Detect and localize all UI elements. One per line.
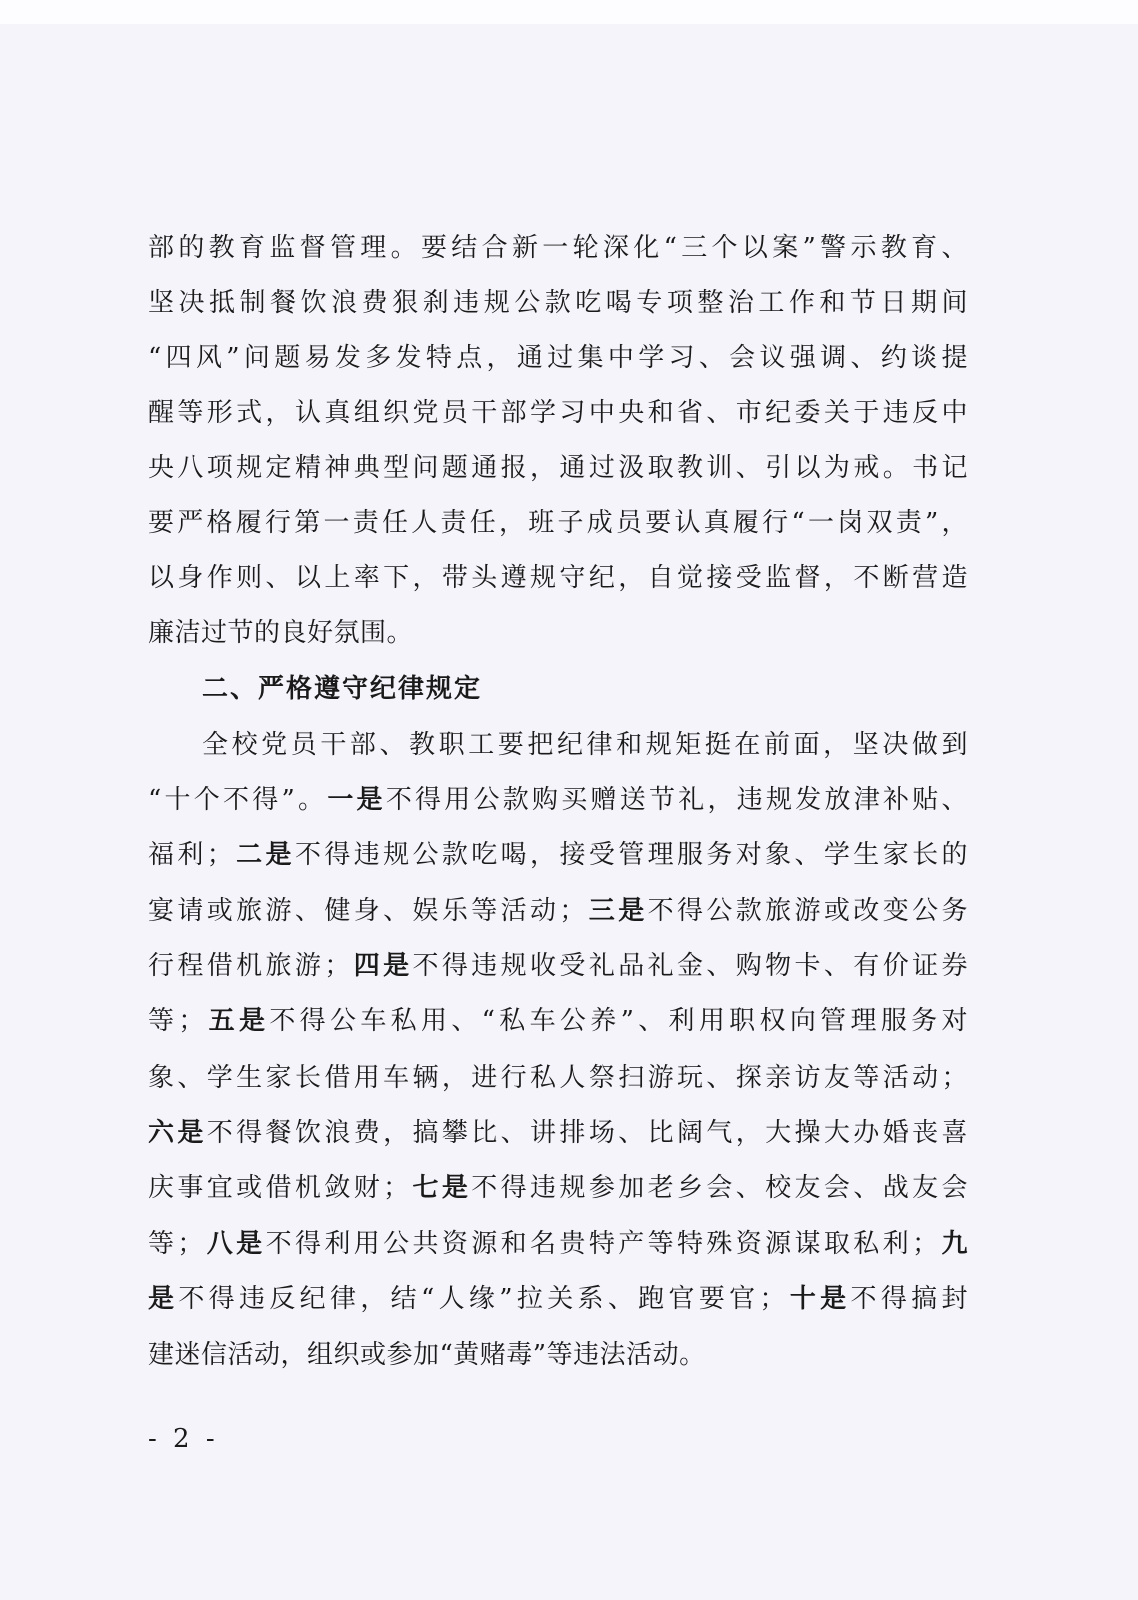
item-ordinal: 二是 bbox=[233, 840, 295, 870]
text-segment: 等； bbox=[148, 1006, 205, 1036]
text-line bbox=[148, 1171, 968, 1205]
text-line bbox=[202, 728, 968, 762]
text-line bbox=[148, 341, 968, 375]
text-segment: 象、学生家长借用车辆，进行私人祭扫游玩、探亲访友等活动； bbox=[148, 1063, 968, 1093]
text-segment: 宴请或旅游、健身、娱乐等活动； bbox=[148, 896, 586, 926]
text-segment: 建迷信活动，组织或参加“黄赌毒”等违法活动。 bbox=[148, 1340, 706, 1370]
text-segment: 不得利用公共资源和名贵特产等特殊资源谋取私利； bbox=[265, 1229, 939, 1259]
text-line bbox=[148, 1116, 968, 1150]
text-segment: 不得搞封 bbox=[850, 1284, 968, 1314]
text-segment: 二、严格遵守纪律规定 bbox=[202, 674, 483, 704]
text-line bbox=[148, 286, 968, 320]
text-segment: 庆事宜或借机敛财； bbox=[148, 1173, 410, 1203]
text-segment: 不得餐饮浪费，搞攀比、讲排场、比阔气，大操大办婚丧喜 bbox=[206, 1118, 968, 1148]
text-line bbox=[148, 561, 968, 595]
text-segment: 不得违规公款吃喝，接受管理服务对象、学生家长的 bbox=[294, 840, 968, 870]
text-line bbox=[148, 1227, 968, 1261]
text-line bbox=[148, 396, 968, 430]
section-heading bbox=[202, 672, 1022, 706]
text-line bbox=[148, 1061, 968, 1095]
text-line bbox=[148, 949, 968, 983]
text-segment: “四风”问题易发多发特点，通过集中学习、会议强调、约谈提 bbox=[148, 343, 968, 373]
text-line bbox=[148, 506, 968, 540]
item-ordinal: 八是 bbox=[203, 1229, 266, 1259]
item-ordinal: 四是 bbox=[350, 951, 413, 981]
text-segment: 不得违规参加老乡会、校友会、战友会 bbox=[471, 1173, 968, 1203]
item-ordinal: 六是 bbox=[148, 1118, 207, 1148]
text-line bbox=[148, 616, 968, 650]
text-segment: “十个不得”。 bbox=[148, 785, 328, 815]
text-segment: 不得公车私用、“私车公养”、利用职权向管理服务对 bbox=[269, 1006, 968, 1036]
item-ordinal: 五是 bbox=[204, 1006, 270, 1036]
text-line bbox=[148, 1004, 968, 1038]
item-ordinal: 九 bbox=[938, 1229, 968, 1259]
text-segment: 央八项规定精神典型问题通报，通过汲取教训、引以为戒。书记 bbox=[148, 453, 968, 483]
text-line bbox=[148, 451, 968, 485]
text-segment: 醒等形式，认真组织党员干部学习中央和省、市纪委关于违反中 bbox=[148, 398, 968, 428]
text-segment: 要严格履行第一责任人责任，班子成员要认真履行“一岗双责”， bbox=[148, 508, 968, 538]
text-line bbox=[148, 1282, 968, 1316]
text-segment: 不得用公款购买赠送节礼，违规发放津补贴、 bbox=[385, 785, 968, 815]
text-segment: 不得公款旅游或改变公务 bbox=[647, 896, 968, 926]
text-segment: 不得违反纪律，结“人缘”拉关系、跑官要官； bbox=[178, 1284, 786, 1314]
text-segment: 行程借机旅游； bbox=[148, 951, 351, 981]
item-ordinal: 三是 bbox=[585, 896, 648, 926]
text-segment: 坚决抵制餐饮浪费狠刹违规公款吃喝专项整治工作和节日期间 bbox=[148, 288, 968, 318]
item-ordinal: 七是 bbox=[409, 1173, 472, 1203]
text-line bbox=[148, 231, 968, 265]
item-ordinal: 一是 bbox=[327, 785, 386, 815]
item-ordinal: 是 bbox=[148, 1284, 179, 1314]
text-segment: 廉洁过节的良好氛围。 bbox=[148, 618, 414, 648]
text-line bbox=[148, 783, 968, 817]
text-segment: 等； bbox=[148, 1229, 204, 1259]
text-segment: 以身作则、以上率下，带头遵规守纪，自觉接受监督，不断营造 bbox=[148, 563, 968, 593]
text-line bbox=[148, 894, 968, 928]
text-line bbox=[148, 838, 968, 872]
item-ordinal: 十是 bbox=[786, 1284, 851, 1314]
text-segment: 部的教育监督管理。要结合新一轮深化“三个以案”警示教育、 bbox=[148, 233, 968, 263]
page-number: - 2 - bbox=[148, 1424, 219, 1454]
text-segment: 全校党员干部、教职工要把纪律和规矩挺在前面，坚决做到 bbox=[202, 730, 968, 760]
text-segment: 福利； bbox=[148, 840, 234, 870]
text-segment: 不得违规收受礼品礼金、购物卡、有价证券 bbox=[412, 951, 968, 981]
text-line bbox=[148, 1338, 968, 1372]
